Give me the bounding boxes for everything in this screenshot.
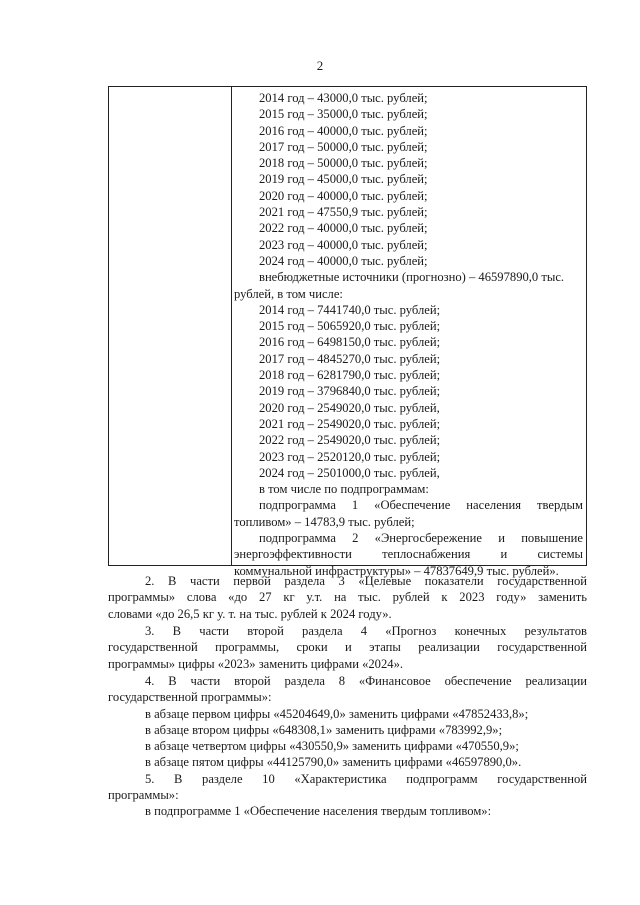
table-line: 2019 год – 45000,0 тыс. рублей; — [259, 172, 428, 187]
paragraph-line: в абзаце втором цифры «648308,1» заменить цифрами «783992,9»; — [145, 722, 503, 737]
table-line: 2021 год – 2549020,0 тыс. рублей; — [259, 416, 441, 431]
paragraph-line: в абзаце пятом цифры «44125790,0» заменить цифрами «46597890,0». — [145, 755, 522, 770]
paragraph-line: программы» цифры «2023» заменить цифрами «2024». — [108, 656, 404, 671]
paragraph-line: 4. В части второй раздела 8 «Финансовое обеспечение реализации — [145, 674, 587, 688]
table-line: топливом» – 14783,9 тыс. рублей; — [234, 514, 415, 529]
paragraph-line: государственной программы, сроки и этапы реализации государственной — [108, 640, 587, 655]
table-line: 2018 год – 6281790,0 тыс. рублей; — [259, 368, 441, 383]
paragraph-line: 3. В части второй раздела 4 «Прогноз конечных результатов — [145, 624, 587, 638]
table-line: 2021 год – 47550,9 тыс. рублей; — [259, 205, 428, 220]
table-line: подпрограмма 1 «Обеспечение населения твердым — [259, 498, 583, 513]
table-right-cell — [234, 90, 583, 579]
table-line: энергоэффективности теплоснабжения и системы — [234, 547, 583, 562]
table-line: 2017 год – 50000,0 тыс. рублей; — [259, 139, 428, 154]
table-line: рублей, в том числе: — [234, 286, 343, 301]
paragraph-line: в абзаце четвертом цифры «430550,9» заменить цифрами «470550,9»; — [145, 739, 519, 754]
table-line: подпрограмма 2 «Энергосбережение и повышение — [259, 531, 583, 546]
item-2-paragraph — [108, 573, 587, 622]
table-line: 2019 год – 3796840,0 тыс. рублей; — [259, 384, 441, 399]
table-line: 2022 год – 2549020,0 тыс. рублей; — [259, 433, 441, 448]
table-line: 2024 год – 2501000,0 тыс. рублей, — [259, 465, 440, 480]
paragraph-line: государственной программы»: — [108, 690, 272, 705]
table-line: 2014 год – 7441740,0 тыс. рублей; — [259, 302, 441, 317]
table-line: в том числе по подпрограммам: — [259, 482, 429, 497]
table-line: 2020 год – 40000,0 тыс. рублей; — [259, 188, 428, 203]
paragraph-line: в абзаце первом цифры «45204649,0» заменить цифрами «47852433,8»; — [145, 706, 529, 721]
paragraph-line: программы»: — [108, 788, 179, 803]
table-line: 2023 год – 2520120,0 тыс. рублей; — [259, 449, 441, 464]
item-3-paragraph — [108, 623, 587, 672]
table-line: 2020 год – 2549020,0 тыс. рублей, — [259, 400, 440, 415]
table-line: коммунальной инфраструктуры» – 47837649,9 тыс. рублей». — [234, 563, 559, 578]
table-line: 2016 год – 6498150,0 тыс. рублей; — [259, 335, 441, 350]
table-line: 2015 год – 35000,0 тыс. рублей; — [259, 107, 428, 122]
table-line: 2015 год – 5065920,0 тыс. рублей; — [259, 319, 441, 334]
table-line: 2014 год – 43000,0 тыс. рублей; — [259, 91, 428, 105]
table-column-divider — [231, 87, 232, 565]
table-line: 2022 год – 40000,0 тыс. рублей; — [259, 221, 428, 236]
table-line: 2018 год – 50000,0 тыс. рублей; — [259, 156, 428, 171]
page-number: 2 — [316, 58, 324, 73]
paragraph-line: программы» слова «до 27 кг у.т. на тыс. рублей к 2023 году» заменить — [108, 590, 587, 605]
paragraph-line: 5. В разделе 10 «Характеристика подпрограмм государственной — [145, 771, 587, 786]
table-line: 2023 год – 40000,0 тыс. рублей; — [259, 237, 428, 252]
table-line: 2024 год – 40000,0 тыс. рублей; — [259, 253, 428, 268]
item-4-5-paragraphs — [108, 673, 587, 820]
table-line: 2016 год – 40000,0 тыс. рублей; — [259, 123, 428, 138]
program-table — [108, 86, 587, 578]
table-line: 2017 год – 4845270,0 тыс. рублей; — [259, 351, 441, 366]
paragraph-line: в подпрограмме 1 «Обеспечение населения твердым топливом»: — [145, 804, 492, 819]
table-line: внебюджетные источники (прогнозно) – 46597890,0 тыс. — [259, 270, 565, 285]
paragraph-line: 2. В части первой раздела 3 «Целевые показатели государственной — [145, 574, 587, 588]
paragraph-line: словами «до 26,5 кг у. т. на тыс. рублей к 2024 году». — [108, 606, 392, 621]
